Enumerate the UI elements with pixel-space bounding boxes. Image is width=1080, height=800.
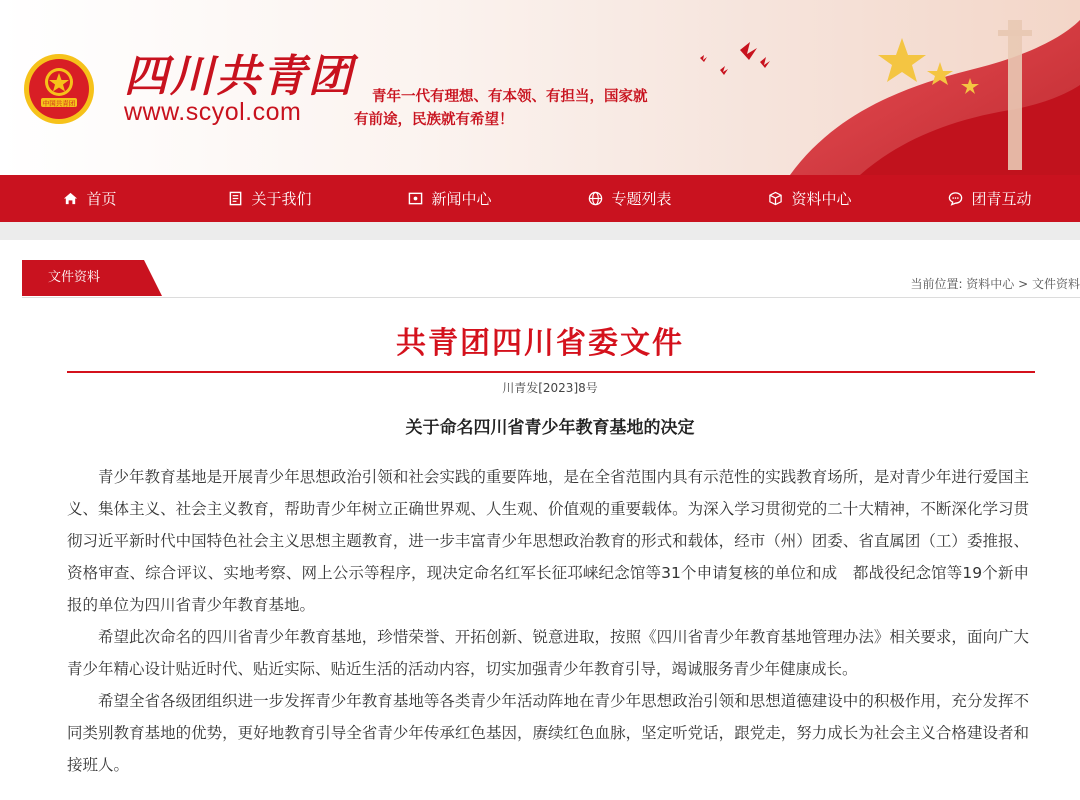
nav-item-home[interactable] [0, 175, 180, 222]
youth-league-emblem-icon[interactable] [22, 52, 96, 126]
emblem-text: 中国共青团 [42, 99, 76, 108]
huabiao-pillar-icon [1008, 20, 1022, 170]
nav-item-news[interactable] [360, 175, 540, 222]
dove-icon [740, 42, 757, 60]
star-large-icon [878, 38, 926, 82]
nav-item-label: 专题列表 [611, 190, 672, 208]
nav-item-label: 关于我们 [251, 190, 312, 208]
site-logo-url[interactable]: www.scyol.com [124, 98, 302, 126]
news-icon [408, 191, 423, 206]
slogan-line-1: 青年一代有理想、有本领、有担当，国家就 [372, 89, 648, 105]
dove-icon [700, 55, 707, 62]
nav-item-topics[interactable] [540, 175, 720, 222]
nav-item-label: 首页 [86, 190, 117, 208]
document-paragraph: 青少年教育基地是开展青少年思想政治引领和社会实践的重要阵地，是在全省范围内具有示范性的实践教育场所，是对青少年进行爱国主义、集体主义、社会主义教育，帮助青少年树立正确世界观、人生观、价值观的重要载体。为深入学习贯彻党的二十大精神，不断深化学习贯彻习近平新时代中国特色社会主义思想主题教育，进一步丰富青少年思想政治教育的形式和载体，经市（州）团委、省直属团（工）委推报、资格审查、综合评议、实地考察、网上公示等程序，现决定命名红军长征邛崃纪念馆等31个申请复核的单位和成 都战役纪念馆等19个新申报的单位为四川省青少年教育基地。 [67, 468, 1029, 614]
nav-item-label: 资料中心 [791, 190, 852, 208]
nav-item-resources[interactable] [720, 175, 900, 222]
chat-icon [948, 191, 963, 206]
cube-icon [768, 191, 783, 206]
nav-item-interaction[interactable] [900, 175, 1080, 222]
document-icon [228, 191, 243, 206]
content-panel [0, 240, 1080, 800]
section-header [22, 258, 1080, 298]
section-tab-label[interactable]: 文件资料 [22, 260, 144, 296]
document-subtitle: 关于命名四川省青少年教育基地的决定 [405, 418, 695, 438]
site-header [0, 0, 1080, 175]
nav-item-about[interactable] [180, 175, 360, 222]
document-title-divider [67, 371, 1035, 373]
main-nav [0, 175, 1080, 222]
breadcrumb[interactable]: 当前位置: 资料中心 > 文件资料 [910, 277, 1080, 291]
home-icon [63, 191, 78, 206]
dove-icon [760, 57, 770, 68]
nav-item-label: 团青互动 [971, 190, 1032, 208]
document-number: 川青发[2023]8号 [502, 381, 598, 395]
globe-icon [588, 191, 603, 206]
slogan-line-2: 有前途，民族就有希望！ [354, 112, 514, 128]
nav-item-label: 新闻中心 [431, 190, 492, 208]
header-decoration-banner [640, 0, 1080, 175]
header-slogan [354, 86, 664, 132]
document-paragraph: 希望全省各级团组织进一步发挥青少年教育基地等各类青少年活动阵地在青少年思想政治引领和思想道德建设中的积极作用，充分发挥不同类别教育基地的优势，更好地教育引导全省青少年传承红色基因，赓续红色血脉，坚定听党话，跟党走，努力成长为社会主义合格建设者和接班人。 [67, 692, 1029, 774]
document-paragraph: 希望此次命名的四川省青少年教育基地，珍惜荣誉、开拓创新、锐意进取，按照《四川省青少年教育基地管理办法》相关要求，面向广大青少年精心设计贴近时代、贴近实际、贴近生活的活动内容，切实加强青少年教育引导，竭诚服务青少年健康成长。 [67, 628, 1029, 678]
dove-icon [720, 66, 728, 75]
document-title: 共青团四川省委文件 [396, 326, 684, 361]
site-logo-name[interactable]: 四川共青团 [124, 51, 354, 102]
document-body [67, 461, 1029, 781]
